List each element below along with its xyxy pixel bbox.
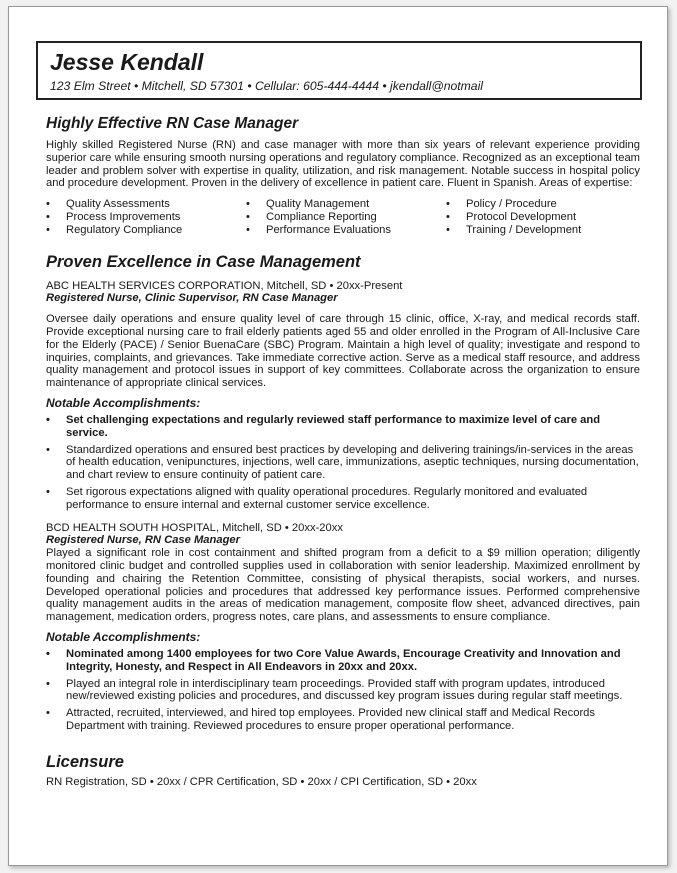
skill-item: • Policy / Procedure xyxy=(446,198,640,211)
skill-item: • Protocol Development xyxy=(446,211,640,224)
resume-page xyxy=(8,6,668,866)
skills-grid xyxy=(46,198,640,236)
job-description: Oversee daily operations and ensure quality level of care through 15 clinic, office, X-ray, and medical records staff. Provide exceptional nursing care to frail elderly patients aged 55 and older enrolled in the Program of All-Inclusive Care for the Elderly (PACE) / Senior BuenaCare (SBC) Program. Maintain a high level of quality; investigate and respond to inquiries, complaints, and grievances. Take immediate corrective action. Serve as a medical staff resource, and address quality management and protocol issues in support of key committees. Collaborate across the organization to ensure maintenance of appropriate clinical services. xyxy=(46,313,640,390)
skill-item: • Regulatory Compliance xyxy=(46,224,246,237)
experience-heading: Proven Excellence in Case Management xyxy=(46,252,361,271)
company-line: BCD HEALTH SOUTH HOSPITAL, Mitchell, SD • 20xx-20xx xyxy=(46,521,343,534)
header-box xyxy=(36,41,642,100)
accomplishments-heading: Notable Accomplishments: xyxy=(46,629,201,644)
skill-item: • Compliance Reporting xyxy=(246,211,446,224)
list-item: • Set rigorous expectations aligned with quality operational procedures. Regularly monitored and evaluated performance to ensure internal and external customer service excellence. xyxy=(46,486,640,512)
list-item: • Nominated among 1400 employees for two Core Value Awards, Encourage Creativity and Innovation and Integrity, Honesty, and Respect in All Endeavors in 20xx and 20xx. xyxy=(46,648,640,674)
contact-line: 123 Elm Street • Mitchell, SD 57301 • Cellular: 605-444-4444 • jkendall@notmail xyxy=(50,79,483,93)
resume-content xyxy=(46,115,640,788)
list-item: • Played an integral role in interdisciplinary team proceedings. Provided staff with program updates, introduced new/reviewed existing policies and procedures, and discussed key program issues during regular staff meetings. xyxy=(46,678,640,704)
job-entry xyxy=(46,522,640,733)
licensure-heading: Licensure xyxy=(46,752,124,771)
company-line: ABC HEALTH SERVICES CORPORATION, Mitchell, SD • 20xx-Present xyxy=(46,279,403,292)
licensure-text: RN Registration, SD • 20xx / CPR Certification, SD • 20xx / CPI Certification, SD • 20xx xyxy=(46,775,477,788)
skill-item: • Performance Evaluations xyxy=(246,224,446,237)
accomplishments-list xyxy=(46,648,640,733)
job-description: Played a significant role in cost containment and shifted program from a deficit to a $9 million operation; diligently monitored clinic budget and controlled supplies used in collaboration with senior leadership. Maximized enrollment by founding and chairing the Retention Committee, consisting of physical therapists, social workers, and nurses. Developed operational policies and procedures that addressed key performance issues. Performed comprehensive quality management audits in the areas of medication management, composite flow sheet, advanced directives, pain management, medication orders, progress notes, care plans, and assessments to ensure compliance. xyxy=(46,547,640,624)
summary-heading: Highly Effective RN Case Manager xyxy=(46,115,299,132)
list-item: • Standardized operations and ensured best practices by developing and delivering trainings/in-services in the areas of health education, venipunctures, injections, well care, immunizations, aseptic techniques, nursing documentation, and chart review to ensure continuity of patient care. xyxy=(46,444,640,482)
accomplishments-list xyxy=(46,414,640,512)
accomplishments-heading: Notable Accomplishments: xyxy=(46,395,201,410)
list-item: • Set challenging expectations and regularly reviewed staff performance to maximize level of care and service. xyxy=(46,414,640,440)
summary-text: Highly skilled Registered Nurse (RN) and case manager with more than six years of relevant experience providing superior care while ensuring smooth nursing operations and regulatory compliance. Recognized as an exceptional team leader and problem solver with expertise in quality, utilization, and risk management. Notable success in hospital policy and procedure development. Proven in the delivery of excellence in patient care. Fluent in Spanish. Areas of expertise: xyxy=(46,139,640,190)
list-item: • Attracted, recruited, interviewed, and hired top employees. Provided new clinical staff and Medical Records Department with training. Reviewed procedures to ensure proper operational performance. xyxy=(46,707,640,733)
skill-item: • Process Improvements xyxy=(46,211,246,224)
skill-item: • Training / Development xyxy=(446,224,640,237)
job-entry xyxy=(46,280,640,512)
job-title: Registered Nurse, Clinic Supervisor, RN Case Manager xyxy=(46,292,338,305)
job-title: Registered Nurse, RN Case Manager xyxy=(46,534,240,547)
skill-item: • Quality Assessments xyxy=(46,198,246,211)
candidate-name: Jesse Kendall xyxy=(50,49,204,75)
skill-item: • Quality Management xyxy=(246,198,446,211)
